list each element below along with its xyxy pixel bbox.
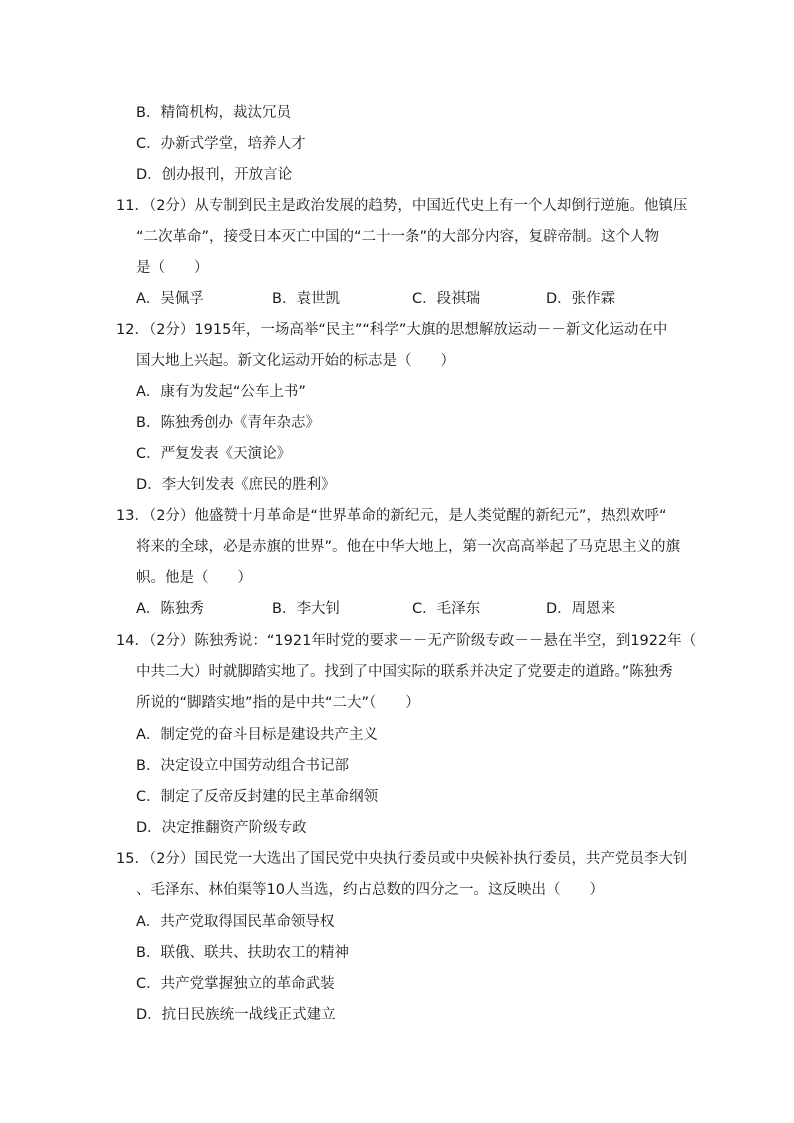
q12-option-b: B．陈独秀创办《青年杂志》 <box>136 415 320 431</box>
q14-stem-line-3: 所说的“脚踏实地”指的是中共“二大”（ ） <box>136 695 420 711</box>
q13-option-c: C．毛泽东 <box>412 601 481 617</box>
q15-option-b: B．联俄、联共、扶助农工的精神 <box>136 945 349 961</box>
q14-option-c: C．制定了反帝反封建的民主革命纲领 <box>136 789 379 805</box>
q14-option-b: B．决定设立中国劳动组合书记部 <box>136 758 349 774</box>
q11-stem-line-3: 是（ ） <box>136 260 209 276</box>
q13-stem-line-2: 将来的全球，必是赤旗的世界”。他在中华大地上，第一次高高举起了马克思主义的旗 <box>136 539 681 555</box>
q13-option-a: A．陈独秀 <box>136 601 204 617</box>
q12-option-d: D．李大钊发表《庶民的胜利》 <box>136 477 336 493</box>
q15-option-d: D．抗日民族统一战线正式建立 <box>136 1007 336 1023</box>
q11-option-d: D．张作霖 <box>546 291 616 307</box>
q12-stem-line-1: 12．（2分）1915年，一场高举“民主”“科学”大旗的思想解放运动－－新文化运动在中 <box>116 322 668 338</box>
q10-option-b: B．精简机构，裁汰冗员 <box>136 105 291 121</box>
q11-stem-line-2: “二次革命”，接受日本灭亡中国的“二十一条”的大部分内容，复辟帝制。这个人物 <box>136 229 660 245</box>
q11-option-c: C．段祺瑞 <box>412 291 481 307</box>
q11-options-row <box>136 289 696 309</box>
q13-option-d: D．周恩来 <box>546 601 616 617</box>
q14-option-a: A．制定党的奋斗目标是建设共产主义 <box>136 727 378 743</box>
q10-option-d: D．创办报刊，开放言论 <box>136 167 293 183</box>
q14-stem-line-2: 中共二大）时就脚踏实地了。找到了中国实际的联系并决定了党要走的道路。”陈独秀 <box>136 664 673 680</box>
q14-option-d: D．决定推翻资产阶级专政 <box>136 820 307 836</box>
q13-options-row <box>136 599 696 619</box>
q15-stem-line-2: 、毛泽东、林伯渠等10人当选，约占总数的四分之一。这反映出（ ） <box>136 882 604 898</box>
q15-stem-line-1: 15．（2分）国民党一大选出了国民党中央执行委员或中央候补执行委员，共产党员李大钊 <box>116 851 688 867</box>
q11-option-b: B．袁世凯 <box>272 291 340 307</box>
q12-option-c: C．严复发表《天演论》 <box>136 446 292 462</box>
q12-stem-line-2: 国大地上兴起。新文化运动开始的标志是（ ） <box>136 353 455 369</box>
q11-option-a: A．吴佩孚 <box>136 291 204 307</box>
q15-option-c: C．共产党掌握独立的革命武装 <box>136 976 335 992</box>
q10-option-c: C．办新式学堂，培养人才 <box>136 136 306 152</box>
q13-option-b: B．李大钊 <box>272 601 340 617</box>
q13-stem-line-1: 13．（2分）他盛赞十月革命是“世界革命的新纪元，是人类觉醒的新纪元”，热烈欢呼“ <box>116 508 667 524</box>
q12-option-a: A．康有为发起“公车上书” <box>136 384 306 400</box>
q14-stem-line-1: 14．（2分）陈独秀说：“1921年时党的要求－－无产阶级专政－－悬在半空，到1922年（ <box>116 633 697 649</box>
q11-stem-line-1: 11．（2分）从专制到民主是政治发展的趋势，中国近代史上有一个人却倒行逆施。他镇压 <box>116 198 688 214</box>
q15-option-a: A．共产党取得国民革命领导权 <box>136 914 335 930</box>
q13-stem-line-3: 帜。他是（ ） <box>136 570 252 586</box>
